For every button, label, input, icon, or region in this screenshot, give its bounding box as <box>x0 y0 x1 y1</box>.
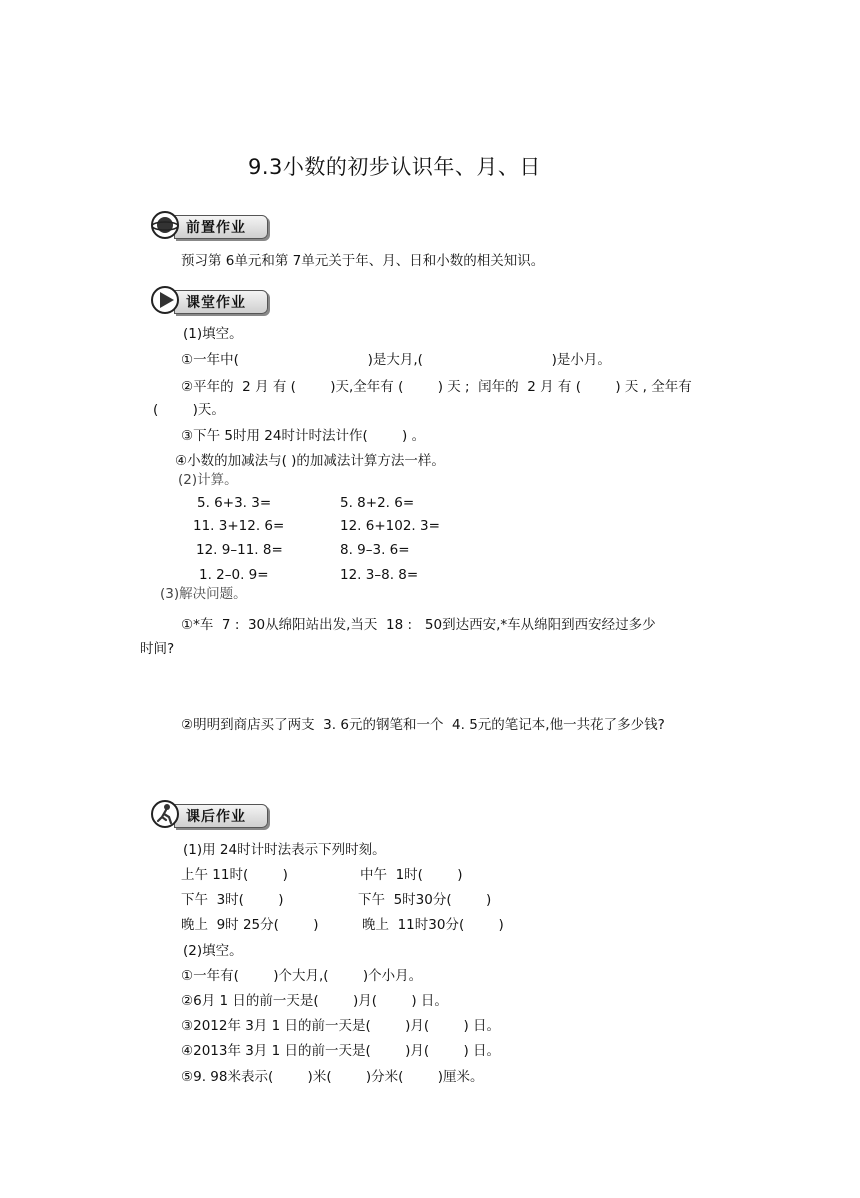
calc-right-4: 12. 3–8. 8= <box>340 567 419 583</box>
calc-right-1: 5. 8+2. 6= <box>340 495 415 511</box>
time-left-3: 晚上 9时 25分( ) <box>181 917 319 933</box>
after-q1: (1)用 24时计时法表示下列时刻。 <box>183 842 386 858</box>
calc-left-4: 1. 2–0. 9= <box>199 567 269 583</box>
class-q1-2b: ( )天。 <box>153 402 225 418</box>
calc-right-2: 12. 6+102. 3= <box>340 518 440 534</box>
after-q2-3: ③2012年 3月 1 日的前一天是( )月( ) 日。 <box>181 1018 501 1034</box>
play-badge-icon <box>150 285 180 315</box>
class-q1-1: ①一年中( )是大月,( )是小月。 <box>181 352 611 368</box>
class-q1-3: ③下午 5时用 24时计时法计作( ) 。 <box>181 428 426 444</box>
after-q2: (2)填空。 <box>183 943 243 959</box>
globe-badge-icon <box>150 210 180 240</box>
runner-badge-icon <box>150 799 180 829</box>
section-label: 课堂作业 <box>186 295 246 311</box>
pre-instruction: 预习第 6单元和第 7单元关于年、月、日和小数的相关知识。 <box>181 253 545 269</box>
time-right-1: 中午 1时( ) <box>360 867 463 883</box>
class-q3-2: ②明明到商店买了两支 3. 6元的钢笔和一个 4. 5元的笔记本,他一共花了多少钱? <box>181 717 665 733</box>
page-title: 9.3小数的初步认识年、月、日 <box>248 155 541 179</box>
section-header-pre <box>150 210 270 240</box>
time-right-3: 晚上 11时30分( ) <box>362 917 504 933</box>
after-q2-4: ④2013年 3月 1 日的前一天是( )月( ) 日。 <box>181 1043 501 1059</box>
calc-right-3: 8. 9–3. 6= <box>340 542 410 558</box>
section-label: 课后作业 <box>186 809 246 825</box>
calc-left-1: 5. 6+3. 3= <box>197 495 272 511</box>
class-q3-1a: ①*车 7 : 30从绵阳站出发,当天 18 : 50到达西安,*车从绵阳到西安经过多少 <box>181 617 656 633</box>
class-q3: (3)解决问题。 <box>160 586 247 602</box>
class-q3-1b: 时间? <box>140 641 175 657</box>
after-q2-5: ⑤9. 98米表示( )米( )分米( )厘米。 <box>181 1069 484 1085</box>
section-header-after <box>150 799 270 829</box>
class-q2: (2)计算。 <box>178 472 238 488</box>
section-label: 前置作业 <box>186 220 246 236</box>
time-right-2: 下午 5时30分( ) <box>358 892 492 908</box>
class-q1-4: ④小数的加减法与( )的加减法计算方法一样。 <box>175 453 445 469</box>
after-q2-2: ②6月 1 日的前一天是( )月( ) 日。 <box>181 993 448 1009</box>
time-left-2: 下午 3时( ) <box>181 892 284 908</box>
after-q2-1: ①一年有( )个大月,( )个小月。 <box>181 968 423 984</box>
class-q1-2a: ②平年的 2 月 有 ( )天,全年有 ( ) 天 ; 闰年的 2 月 有 ( ) 天 , 全年有 <box>181 379 692 395</box>
calc-left-3: 12. 9–11. 8= <box>196 542 283 558</box>
section-header-class <box>150 285 270 315</box>
class-q1: (1)填空。 <box>183 326 243 342</box>
calc-left-2: 11. 3+12. 6= <box>193 518 285 534</box>
time-left-1: 上午 11时( ) <box>181 867 288 883</box>
